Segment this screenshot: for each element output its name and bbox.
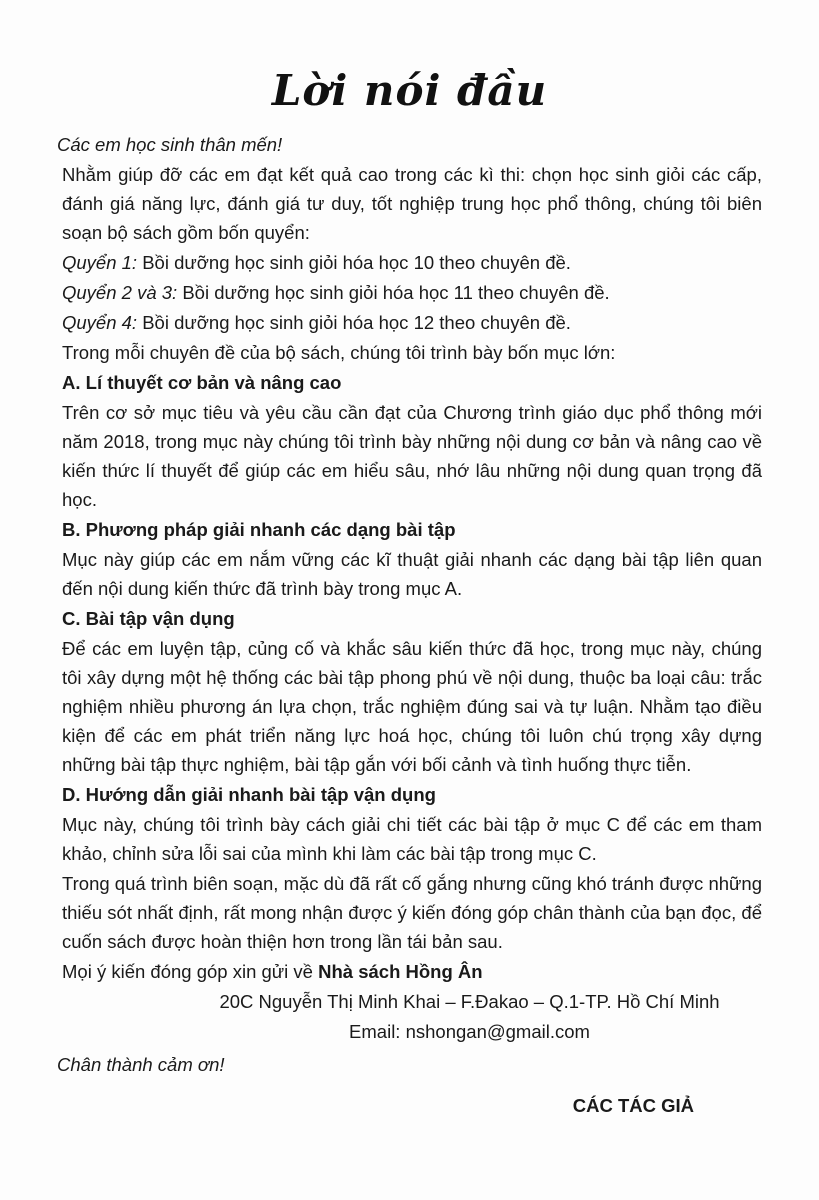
section-heading-d: D. Hướng dẫn giải nhanh bài tập vận dụng <box>62 784 436 805</box>
greeting: Các em học sinh thân mến! <box>57 134 283 155</box>
intro-paragraph: Nhằm giúp đỡ các em đạt kết quả cao trong các kì thi: chọn học sinh giỏi các cấp, đánh giá năng lực, đánh giá tư duy, tốt nghiệp trung học phổ thông, chúng tôi biên soạn bộ sách gồm bốn quyển: <box>62 164 762 243</box>
book-text: Bồi dưỡng học sinh giỏi hóa học 10 theo chuyên đề. <box>137 252 571 273</box>
section-paragraph: Trên cơ sở mục tiêu và yêu cầu cần đạt của Chương trình giáo dục phổ thông mới năm 2018, trong mục này chúng tôi trình bày những nội dung cơ bản và nâng cao về kiến thức lí thuyết để giúp các em hiểu sâu, nhớ lâu những nội dung quan trọng đã học. <box>62 402 762 510</box>
book-item <box>57 278 762 307</box>
closing-paragraph: Trong quá trình biên soạn, mặc dù đã rất cố gắng nhưng cũng khó tránh được những thiếu sót nhất định, rất mong nhận được ý kiến đóng góp chân thành của bạn đọc, để cuốn sách được hoàn thiện hơn trong lần tái bản sau. <box>62 873 762 952</box>
section-paragraph: Để các em luyện tập, củng cố và khắc sâu kiến thức đã học, trong mục này, chúng tôi xây dựng một hệ thống các bài tập phong phú về nội dung, thuộc ba loại câu: trắc nghiệm nhiều phương án lựa chọn, trắc nghiệm đúng sai và tự luận. Nhằm tạo điều kiện để các em phát triển năng lực hoá học, chúng tôi luôn chú trọng xây dựng những bài tập thực nghiệm, bài tập gắn với bối cảnh và tình huống thực tiễn. <box>62 638 762 775</box>
section-heading-a: A. Lí thuyết cơ bản và nâng cao <box>62 372 342 393</box>
book-label: Quyển 1: <box>62 252 138 273</box>
book-item <box>57 308 762 337</box>
sections-intro: Trong mỗi chuyên đề của bộ sách, chúng tôi trình bày bốn mục lớn: <box>62 342 616 363</box>
book-text: Bồi dưỡng học sinh giỏi hóa học 11 theo chuyên đề. <box>177 282 610 303</box>
preface-body <box>57 130 762 1121</box>
section-paragraph: Mục này giúp các em nắm vững các kĩ thuật giải nhanh các dạng bài tập liên quan đến nội dung kiến thức đã trình bày trong mục A. <box>62 549 762 599</box>
book-label: Quyển 4: <box>62 312 138 333</box>
page-title: Lời nói đầu <box>271 66 548 115</box>
publisher-name: Nhà sách Hồng Ân <box>318 961 483 982</box>
authors-signature: CÁC TÁC GIẢ <box>572 1095 694 1116</box>
contact-prefix: Mọi ý kiến đóng góp xin gửi về <box>62 961 319 982</box>
contact-line <box>57 957 762 986</box>
publisher-address: 20C Nguyễn Thị Minh Khai – F.Đakao – Q.1-TP. Hồ Chí Minh <box>219 991 720 1012</box>
section-heading-b: B. Phương pháp giải nhanh các dạng bài tập <box>62 519 456 540</box>
section-heading-c: C. Bài tập vận dụng <box>62 608 235 629</box>
book-label: Quyển 2 và 3: <box>62 282 178 303</box>
publisher-email: Email: nshongan@gmail.com <box>349 1021 590 1042</box>
section-paragraph: Mục này, chúng tôi trình bày cách giải chi tiết các bài tập ở mục C để các em tham khảo, chỉnh sửa lỗi sai của mình khi làm các bài tập trong mục C. <box>62 814 762 864</box>
thanks-line: Chân thành cảm ơn! <box>57 1054 225 1075</box>
book-item <box>57 248 762 277</box>
book-text: Bồi dưỡng học sinh giỏi hóa học 12 theo chuyên đề. <box>137 312 571 333</box>
